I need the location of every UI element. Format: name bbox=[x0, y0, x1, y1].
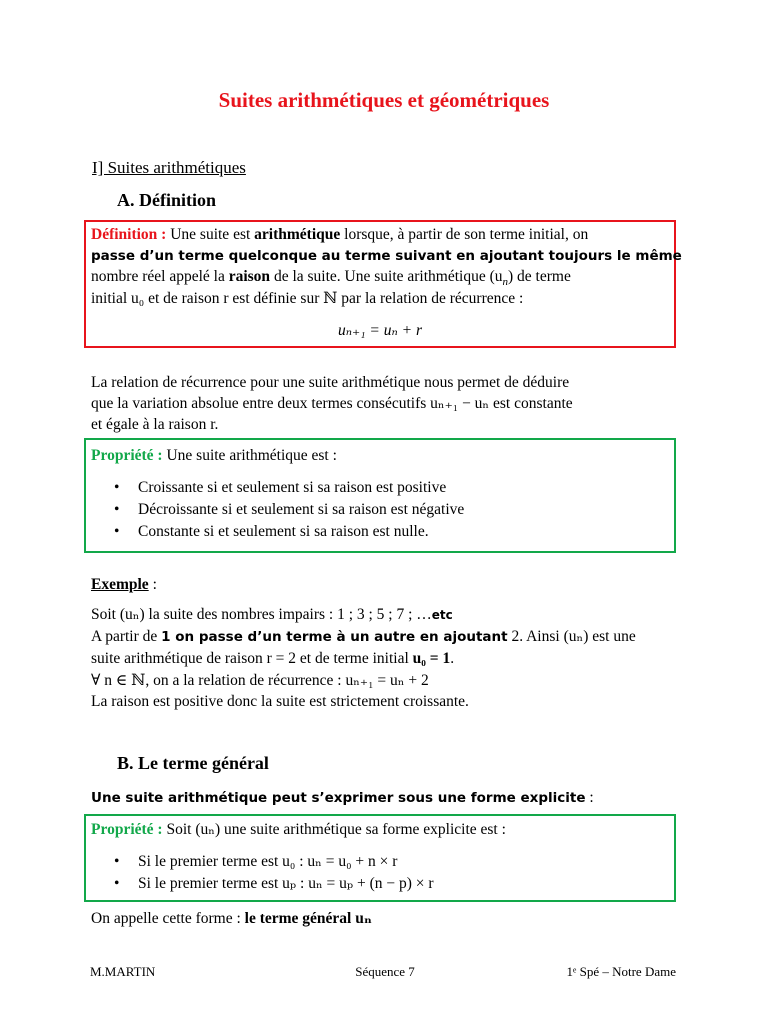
example-line-3: suite arithmétique de raison r = 2 et de terme initial u₀ = 1. bbox=[91, 650, 455, 667]
footer-author: M.MARTIN bbox=[90, 964, 156, 979]
example-line-5: La raison est positive donc la suite est strictement croissante. bbox=[91, 693, 469, 710]
property-2-heading: Propriété : Soit (uₙ) une suite arithmétique sa forme explicite est : bbox=[91, 821, 506, 838]
definition-label: Définition : bbox=[91, 226, 167, 243]
paragraph-line-3: et égale à la raison r. bbox=[91, 416, 219, 433]
definition-line-3: nombre réel appelé la raison de la suite. Une suite arithmétique $(u_n)$ de terme bbox=[91, 268, 571, 289]
footer-class: 1ᵉ Spé – Notre Dame bbox=[566, 964, 676, 979]
explicit-form-line: Une suite arithmétique peut s’exprimer sous une forme explicite : bbox=[91, 789, 594, 806]
list-item: • Constante si et seulement si sa raison est nulle. bbox=[114, 523, 429, 540]
example-line-1: Soit (uₙ) la suite des nombres impairs : 1 ; 3 ; 5 ; 7 ; …etc bbox=[91, 606, 453, 623]
list-item: • Si le premier terme est uₚ : uₙ = uₚ + (n − p) × r bbox=[114, 875, 434, 892]
definition-line-2: passe d’un terme quelconque au terme suivant en ajoutant toujours le même bbox=[91, 248, 682, 264]
definition-line-1: Définition : Une suite est arithmétique lorsque, à partir de son terme initial, on bbox=[91, 226, 589, 243]
section-heading: I] Suites arithmétiques bbox=[92, 158, 246, 177]
property-label: Propriété : bbox=[91, 821, 163, 838]
subsection-general-term: B. Le terme général bbox=[117, 753, 269, 773]
footer-sequence: Séquence 7 bbox=[355, 964, 415, 979]
property-1-heading: Propriété : Une suite arithmétique est : bbox=[91, 447, 337, 464]
definition-formula: uₙ₊₁ = uₙ + r bbox=[337, 322, 423, 339]
example-line-2: A partir de 1 on passe d’un terme à un autre en ajoutant 2. Ainsi (uₙ) est une bbox=[91, 628, 636, 645]
paragraph-line-1: La relation de récurrence pour une suite arithmétique nous permet de déduire bbox=[91, 374, 570, 391]
property-label: Propriété : bbox=[91, 447, 163, 464]
definition-line-4: initial u₀ et de raison r est définie sur ℕ par la relation de récurrence : bbox=[91, 290, 524, 307]
subsection-definition: A. Définition bbox=[117, 190, 216, 210]
page-title: Suites arithmétiques et géométriques bbox=[218, 88, 550, 112]
general-term-line: On appelle cette forme : le terme général uₙ bbox=[91, 910, 372, 927]
example-line-4: ∀ n ∈ ℕ, on a la relation de récurrence : uₙ₊₁ = uₙ + 2 bbox=[91, 672, 429, 689]
list-item: • Si le premier terme est u₀ : uₙ = u₀ + n × r bbox=[114, 853, 398, 870]
list-item: • Décroissante si et seulement si sa raison est négative bbox=[114, 501, 465, 518]
paragraph-line-2: que la variation absolue entre deux termes consécutifs uₙ₊₁ − uₙ est constante bbox=[91, 395, 573, 412]
list-item: • Croissante si et seulement si sa raison est positive bbox=[114, 479, 447, 496]
example-heading: Exemple : bbox=[91, 576, 157, 593]
